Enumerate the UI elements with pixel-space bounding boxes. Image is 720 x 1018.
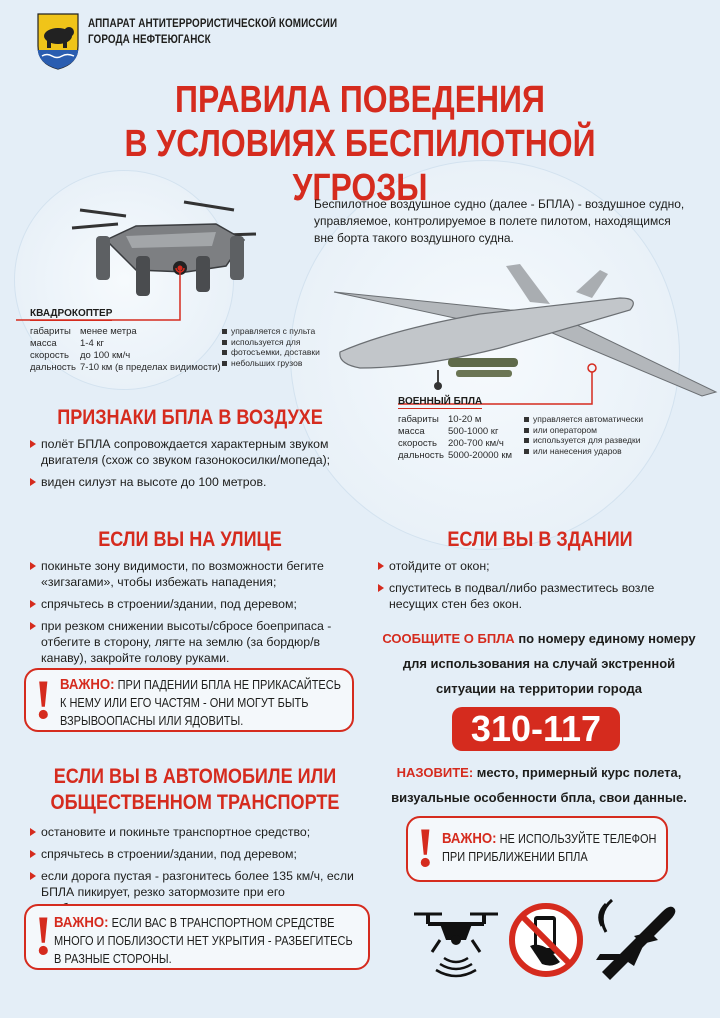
list-item: полёт БПЛА сопровождается характерным звуком двигателя (схож со звуком газонокосилки/мопеда);	[28, 436, 358, 468]
list-item: при резком снижении высоты/сбросе боеприпаса - отбегите в сторону, лягте на землю (за бордюр/в канаву), закройте голову руками.	[28, 618, 368, 666]
list-item: спрячьтесь в строении/здании, под деревом;	[28, 596, 368, 612]
building-title: ЕСЛИ ВЫ В ЗДАНИИ	[447, 528, 633, 551]
page-title-line1: ПРАВИЛА ПОВЕДЕНИЯ	[175, 79, 545, 121]
list-item: виден силуэт на высоте до 100 метров.	[28, 474, 358, 490]
bpla-definition: Беспилотное воздушное судно (далее - БПЛА) - воздушное судно, управляемое, контролируемое в полете пилотом, находящимся вне борта такого воздушного судна.	[314, 197, 685, 245]
city-emblem-icon	[36, 12, 80, 70]
report-name-block: НАЗОВИТЕ: место, примерный курс полета, визуальные особенности бпла, свои данные.	[391, 765, 687, 805]
list-item: спрячьтесь в строении/здании, под деревом;	[28, 846, 368, 862]
list-item: спуститесь в подвал/либо разместитесь возле несущих стен без окон.	[376, 580, 706, 612]
header	[36, 12, 336, 72]
list-item: остановите и покиньте транспортное средство;	[28, 824, 368, 840]
exclamation-icon: !	[416, 817, 435, 879]
quadcopter-specs: габариты менее метра масса 1-4 кг скорость до 100 км/ч дальность 7-10 км (в пределах видимости)	[30, 326, 221, 373]
no-phone-icon	[508, 902, 584, 978]
page-title	[58, 78, 663, 210]
building-list	[376, 558, 706, 618]
street-title: ЕСЛИ ВЫ НА УЛИЦЕ	[98, 528, 282, 551]
quadcopter-label: КВАДРОКОПТЕР	[30, 308, 113, 319]
page-title-line2: В УСЛОВИЯХ БЕСПИЛОТНОЙ УГРОЗЫ	[124, 123, 596, 209]
military-label: ВОЕННЫЙ БПЛА	[398, 396, 483, 407]
street-list	[28, 558, 368, 672]
signs-title: ПРИЗНАКИ БПЛА В ВОЗДУХЕ	[57, 406, 323, 429]
list-item: отойдите от окон;	[376, 558, 706, 574]
quadcopter-notes: управляется с пульта используется для фотосъемки, доставки небольших грузов	[222, 326, 320, 368]
military-specs: габариты 10-20 м масса 500-1000 кг скорость 200-700 км/ч дальность 5000-20000 км	[398, 414, 513, 461]
drone-sound-icon	[410, 902, 502, 982]
signs-list	[28, 436, 358, 496]
exclamation-icon: !	[34, 905, 53, 967]
org-name-line2: ГОРОДА НЕФТЕЮГАНСК	[88, 34, 211, 46]
vehicle-title: ЕСЛИ ВЫ В АВТОМОБИЛЕ ИЛИ ОБЩЕСТВЕННОМ ТРАНСПОРТЕ	[50, 765, 340, 814]
vehicle-warning: ! ВАЖНО: ЕСЛИ ВАС В ТРАНСПОРТНОМ СРЕДСТВЕ МНОГО И ПОБЛИЗОСТИ НЕТ УКРЫТИЯ - РАЗБЕГИТЕСЬ В РАЗНЫЕ СТОРОНЫ.	[24, 904, 370, 970]
list-item: если дорога пустая - разгонитесь более 135 км/ч, если БПЛА пикирует, резко затормозите при его	[28, 868, 368, 916]
list-item: покиньте зону видимости, по возможности бегите «зигзагами», чтобы избежать нападения;	[28, 558, 368, 590]
report-block: СООБЩИТЕ О БПЛА по номеру единому номеру для использования на случай экстренной ситуации на территории города	[382, 631, 696, 696]
plane-sound-icon	[592, 898, 682, 982]
emergency-phone-number: 310-117	[452, 707, 620, 751]
military-notes: управляется автоматически или оператором используется для разведки или нанесения ударов	[524, 414, 643, 456]
street-warning: ! ВАЖНО: ПРИ ПАДЕНИИ БПЛА НЕ ПРИКАСАЙТЕСЬ К НЕМУ ИЛИ ЕГО ЧАСТЯМ - ОНИ МОГУТ БЫТЬ ВЗРЫВООПАСНЫ ИЛИ ЯДОВИТЫ.	[24, 668, 354, 732]
org-name-line1: АППАРАТ АНТИТЕРРОРИСТИЧЕСКОЙ КОМИССИИ	[88, 18, 338, 30]
phone-warning: ! ВАЖНО: НЕ ИСПОЛЬЗУЙТЕ ТЕЛЕФОН ПРИ ПРИБЛИЖЕНИИ БПЛА	[406, 816, 668, 882]
exclamation-icon: !	[34, 669, 53, 731]
